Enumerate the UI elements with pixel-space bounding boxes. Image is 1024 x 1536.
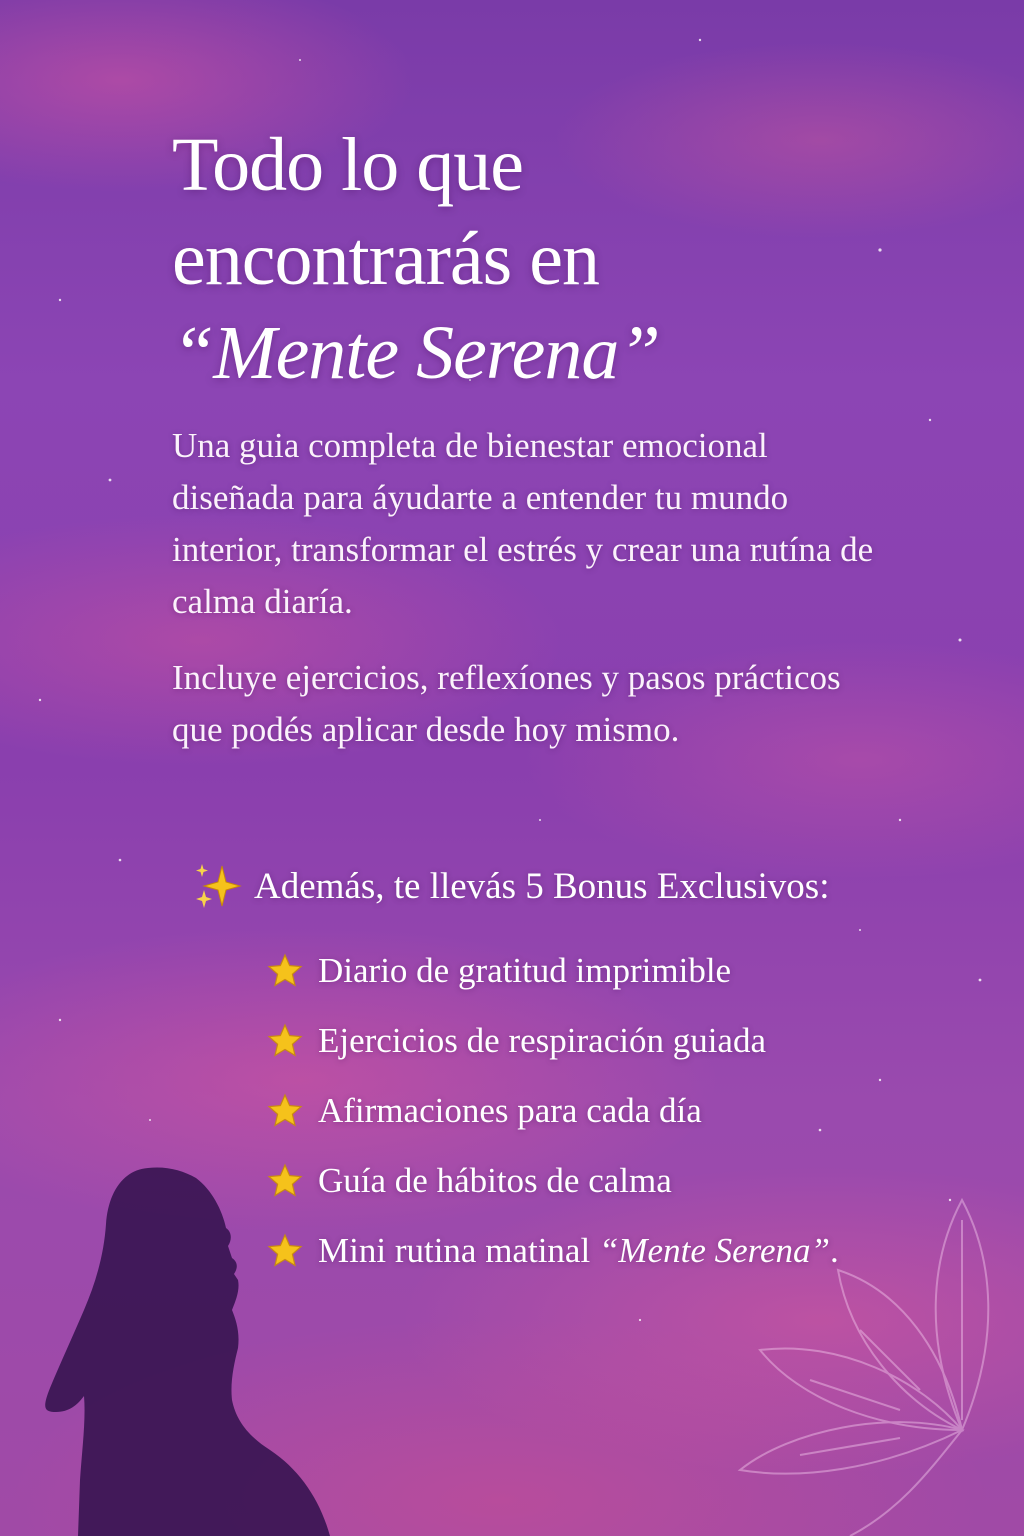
- star-icon: [266, 952, 304, 990]
- title-line-3: “Mente Serena”: [172, 311, 660, 395]
- page-title: [172, 118, 872, 400]
- title-line-1: Todo lo que: [172, 123, 523, 207]
- list-item: [266, 1006, 839, 1076]
- woman-silhouette: [0, 1150, 600, 1536]
- bonus-item-suffix: .: [829, 1231, 839, 1270]
- lotus-outline: [700, 1180, 1024, 1536]
- description-paragraph-2: Incluye ejercicios, reflexíones y pasos prácticos que podés aplicar desde hoy mismo.: [172, 658, 841, 749]
- bonus-item-text: Ejercicios de respiración guiada: [318, 1021, 766, 1060]
- bonus-heading: [190, 860, 990, 914]
- bonus-item-text: Diario de gratitud imprimible: [318, 951, 732, 990]
- list-item: [266, 1076, 839, 1146]
- bonus-item-text: Guía de hábitos de calma: [318, 1161, 672, 1200]
- bonus-item-italic: “Mente Serena”: [598, 1231, 830, 1270]
- list-item: [266, 936, 839, 1006]
- star-icon: [266, 1022, 304, 1060]
- description-paragraph-1: Una guia completa de bienestar emocional diseñada para áyudarte a entender tu mundo interior, transformar el estrés y crear una rutína de calma diaría.: [172, 426, 874, 621]
- sparkles-icon: [190, 860, 244, 914]
- bonus-heading-text: Además, te llevás 5 Bonus Exclusivos:: [254, 866, 830, 907]
- star-icon: [266, 1092, 304, 1130]
- title-line-2: encontrarás en: [172, 217, 599, 301]
- bonus-item-text: Afirmaciones para cada día: [318, 1091, 702, 1130]
- bonus-item-prefix: Mini rutina matinal: [318, 1231, 599, 1270]
